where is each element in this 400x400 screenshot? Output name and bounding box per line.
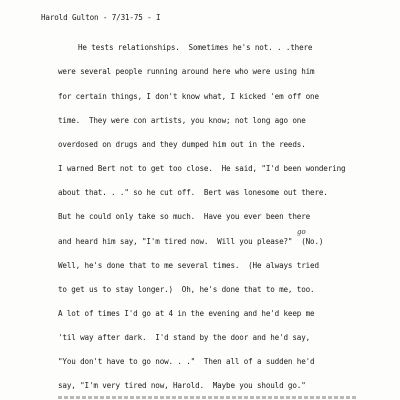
body-line-11: to get us to stay longer.) Oh, he's done that to me, too.: [58, 285, 315, 294]
body-line-1: He tests relationships. Sometimes he's not. . .there: [78, 43, 313, 52]
body-line-10: Well, he's done that to me several times. (He always tried: [58, 261, 319, 270]
body-line-13: 'til way after dark. I'd stand by the door and he'd say,: [58, 333, 311, 342]
body-line-8: But he could only take so much. Have you ever been there: [58, 212, 311, 221]
body-line-7: about that. . ." so he cut off. Bert was lonesome out there.: [58, 188, 328, 197]
body-line-6: I warned Bert not to get too close. He said, "I'd been wondering: [58, 164, 346, 173]
body-line-14: "You don't have to go now. . ." Then all of a sudden he'd: [58, 357, 315, 366]
body-line-12: A lot of times I'd go at 4 in the evening and he'd keep me: [58, 309, 315, 318]
cut-off-text-line: [58, 396, 358, 399]
body-line-5: overdosed on drugs and they dumped him out in the reeds.: [58, 140, 306, 149]
body-line-3: for certain things, I don't know what, I kicked 'em off one: [58, 92, 319, 101]
body-line-15: say, "I'm very tired now, Harold. Maybe you should go.": [58, 381, 306, 390]
body-line-2: were several people running around here who were using him: [58, 67, 315, 76]
page-header: Harold Gulton - 7/31-75 - I: [41, 13, 161, 22]
body-line-9: and heard him say, "I'm tired now. Will you please?" (No.): [58, 237, 324, 246]
handwritten-insertion: go: [297, 228, 306, 236]
body-line-4: time. They were con artists, you know; not long ago one: [58, 116, 306, 125]
